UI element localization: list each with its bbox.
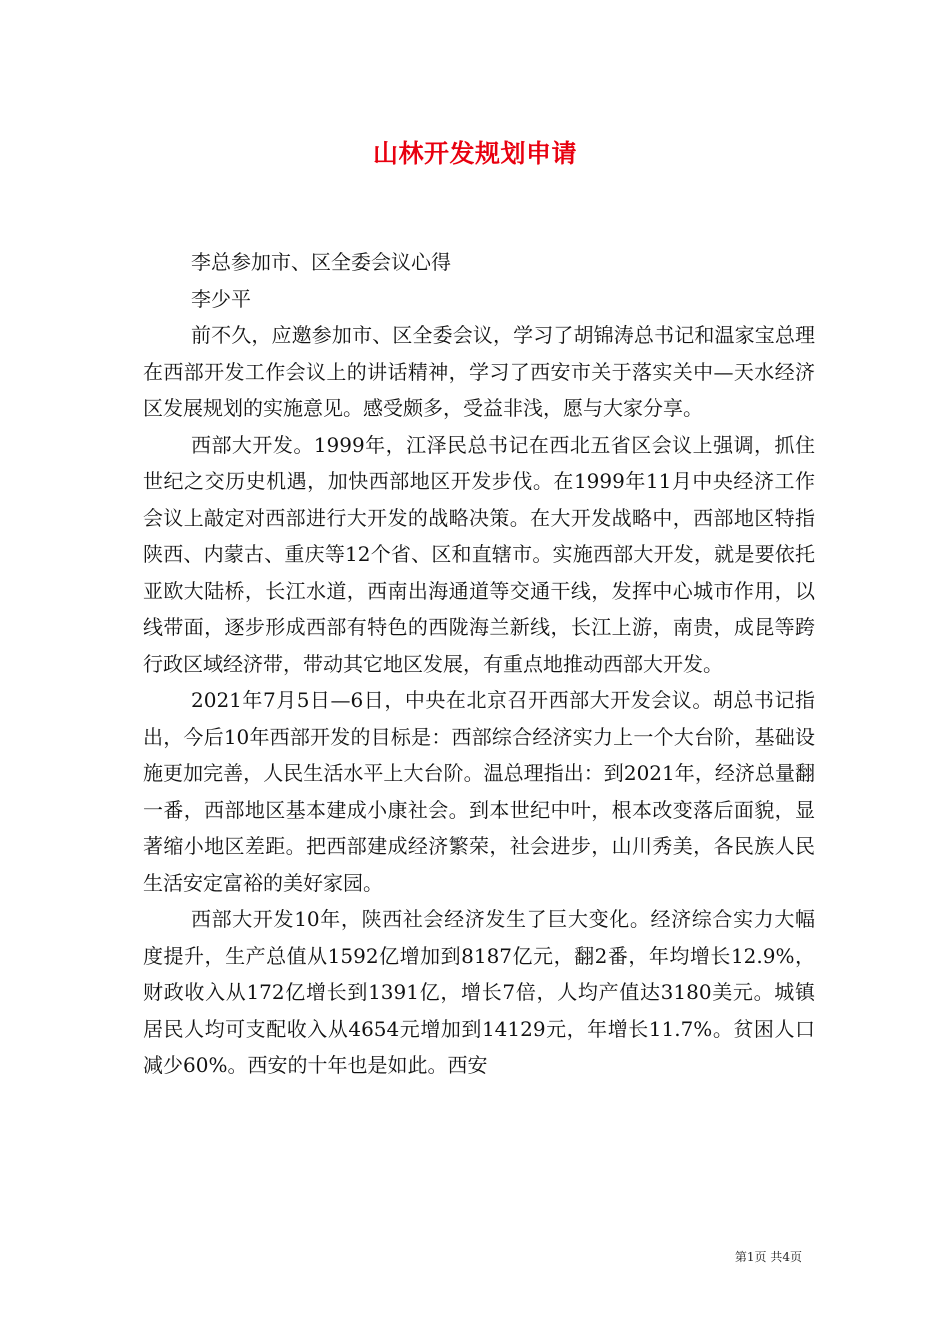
document-title: 山林开发规划申请: [372, 139, 577, 168]
paragraph-heading: 李总参加市、区全委会议心得: [191, 250, 451, 274]
document-body: [143, 244, 815, 1084]
paragraph-2021-meeting: 2021年7月5日—6日，中央在北京召开西部大开发会议。胡总书记指出，今后10年西部开发的目标是：西部综合经济实力上一个大台阶，基础设施更加完善，人民生活水平上大台阶。温总理指出：到2021年，经济总量翻一番，西部地区基本建成小康社会。到本世纪中叶，根本改变落后面貌，显著缩小地区差距。把西部建成经济繁荣，社会进步，山川秀美，各民族人民生活安定富裕的美好家园。: [143, 688, 815, 895]
page-number: 第1页 共4页: [734, 1250, 802, 1264]
paragraph-shaanxi-changes: 西部大开发10年，陕西社会经济发生了巨大变化。经济综合实力大幅度提升，生产总值从1592亿增加到8187亿元，翻2番，年均增长12.9%，财政收入从172亿增长到1391亿，增长7倍，人均产值达3180美元。城镇居民人均可支配收入从4654元增加到14129元，年增长11.7%。贫困人口减少60%。西安的十年也是如此。西安: [143, 907, 815, 1077]
paragraph-author: 李少平: [191, 286, 251, 311]
paragraph-intro: 前不久，应邀参加市、区全委会议，学习了胡锦涛总书记和温家宝总理在西部开发工作会议上的讲话精神，学习了西安市关于落实关中—天水经济区发展规划的实施意见。感受颇多，受益非浅，愿与大家分享。: [143, 323, 815, 420]
paragraph-western-development: 西部大开发。1999年，江泽民总书记在西北五省区会议上强调，抓住世纪之交历史机遇，加快西部地区开发步伐。在1999年11月中央经济工作会议上敲定对西部进行大开发的战略决策。在大开发战略中，西部地区特指陕西、内蒙古、重庆等12个省、区和直辖市。实施西部大开发，就是要依托亚欧大陆桥，长江水道，西南出海通道等交通干线，发挥中心城市作用，以线带面，逐步形成西部有特色的西陇海兰新线，长江上游，南贵，成昆等跨行政区域经济带，带动其它地区发展，有重点地推动西部大开发。: [143, 432, 815, 676]
